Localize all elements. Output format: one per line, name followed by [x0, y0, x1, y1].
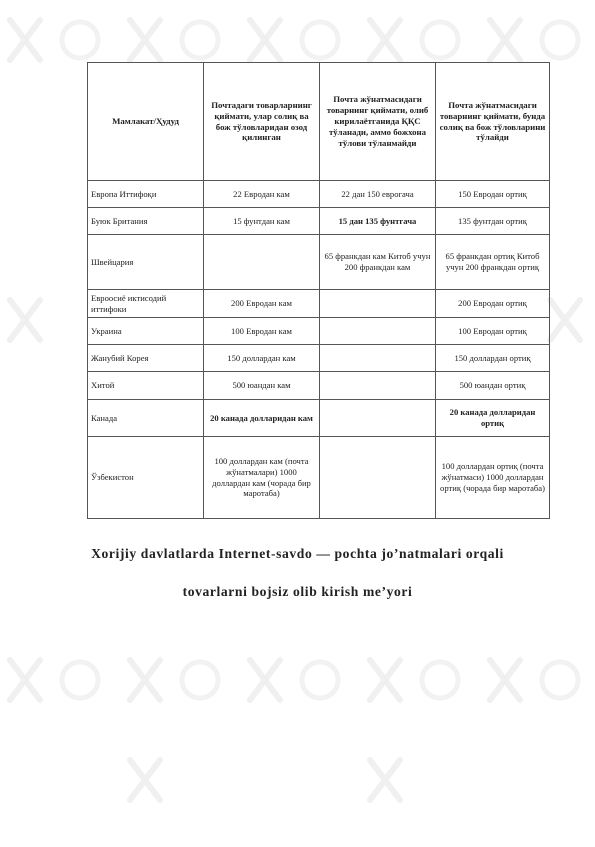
caption-line-2: tovarlarni bojsiz olib kirish me’yori — [182, 584, 413, 599]
taxed-cell: 135 фунтдан ортиқ — [436, 208, 550, 235]
country-cell: Швейцария — [88, 235, 204, 290]
exempt-cell: 100 Евродан кам — [204, 318, 320, 345]
exempt-cell: 100 доллардан кам (почта жўнатмалари) 1000 доллардан кам (чорада бир маротаба) — [204, 437, 320, 519]
table-row — [88, 208, 550, 235]
vat-cell — [320, 437, 436, 519]
table-row — [88, 318, 550, 345]
country-cell: Канада — [88, 400, 204, 437]
table-row — [88, 437, 550, 519]
vat-cell: 22 дан 150 еврогача — [320, 181, 436, 208]
exempt-cell: 22 Евродан кам — [204, 181, 320, 208]
header-exempt-value: Почтадаги товарларнинг қиймати, улар солиқ ва бож тўловларидан озод қилинган — [204, 63, 320, 181]
table-row — [88, 290, 550, 318]
table-header-row — [88, 63, 550, 181]
vat-cell — [320, 345, 436, 372]
vat-cell — [320, 318, 436, 345]
country-cell: Жанубий Корея — [88, 345, 204, 372]
taxed-cell: 65 франкдан ортиқ Китоб учун 200 франкдан ортиқ — [436, 235, 550, 290]
header-vat-only-value: Почта жўнатмасидаги товарнинг қиймати, олиб кирилаётганида ҚҚС тўланади, аммо божхона тўлови тўланмайди — [320, 63, 436, 181]
table-row — [88, 372, 550, 400]
vat-cell — [320, 290, 436, 318]
vat-cell — [320, 400, 436, 437]
header-taxed-value: Почта жўнатмасидаги товарнинг қиймати, бунда солиқ ва бож тўловларини тўлайди — [436, 63, 550, 181]
taxed-cell: 150 Евродан ортиқ — [436, 181, 550, 208]
table-row — [88, 181, 550, 208]
table-row — [88, 345, 550, 372]
table-row — [88, 400, 550, 437]
taxed-cell: 20 канада долларидан ортиқ — [436, 400, 550, 437]
vat-cell: 65 франкдан кам Китоб учун 200 франкдан кам — [320, 235, 436, 290]
exempt-cell: 15 фунтдан кам — [204, 208, 320, 235]
country-cell: Ўзбекистон — [88, 437, 204, 519]
exempt-cell: 200 Евродан кам — [204, 290, 320, 318]
country-cell: Украина — [88, 318, 204, 345]
vat-cell — [320, 372, 436, 400]
country-cell: Хитой — [88, 372, 204, 400]
exempt-cell — [204, 235, 320, 290]
taxed-cell: 200 Евродан ортиқ — [436, 290, 550, 318]
country-cell: Европа Иттифоқи — [88, 181, 204, 208]
taxed-cell: 500 юандан ортиқ — [436, 372, 550, 400]
header-country: Мамлакат/Ҳудуд — [88, 63, 204, 181]
taxed-cell: 100 Евродан ортиқ — [436, 318, 550, 345]
table-row — [88, 235, 550, 290]
taxed-cell: 150 доллардан ортиқ — [436, 345, 550, 372]
vat-cell: 15 дан 135 фунтгача — [320, 208, 436, 235]
exempt-cell: 20 канада долларидан кам — [204, 400, 320, 437]
taxed-cell: 100 доллардан ортиқ (почта жўнатмаси) 1000 доллардан ортиқ (чорада бир маротаба) — [436, 437, 550, 519]
exempt-cell: 500 юандан кам — [204, 372, 320, 400]
country-cell: Евроосиё иктисодий иттифоки — [88, 290, 204, 318]
exempt-cell: 150 доллардан кам — [204, 345, 320, 372]
customs-threshold-table — [87, 62, 550, 519]
caption-line-1: Xorijiy davlatlarda Internet-savdo — pochta jo’natmalari orqali — [91, 546, 504, 561]
country-cell: Буюк Британия — [88, 208, 204, 235]
